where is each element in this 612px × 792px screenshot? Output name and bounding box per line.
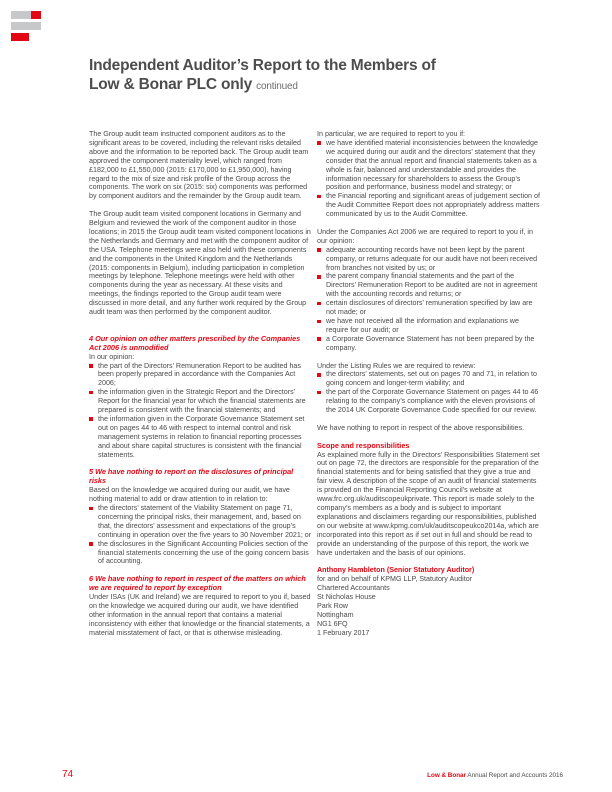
- section-5-heading: 5 We have nothing to report on the disclosures of principal risks: [89, 467, 294, 486]
- list-item: the directors’ statement of the Viability Statement on page 71, concerning the principal risks, their management, and, based on that, the directors’ assessment and expectations of the group’s continuing in operation over the five years to 30 November 2021; or: [89, 504, 312, 540]
- paragraph-report-if: In particular, we are required to report to you if:: [317, 130, 466, 138]
- section-6-heading: 6 We have nothing to report in respect of the matters on which we are required to report by exception: [89, 574, 306, 593]
- list-report-if: [317, 139, 540, 219]
- company-logo: [11, 11, 41, 41]
- list-item: the Financial reporting and significant areas of judgement section of the Audit Committee Report does not appropriately address matters communicated by us to the Audit Committee.: [317, 192, 540, 219]
- footer-brand: Low & Bonar: [427, 772, 467, 779]
- paragraph-listing-rules: Under the Listing Rules we are required to review:: [317, 361, 476, 370]
- title-line-2: [89, 75, 509, 96]
- list-item: we have not received all the information and explanations we require for our audit; or: [317, 317, 540, 335]
- list-item: the disclosures in the Significant Accounting Policies section of the financial statements concerning the use of the going concern basis of accounting.: [89, 540, 312, 567]
- list-listing-rules: [317, 370, 540, 415]
- section-4-list: [89, 362, 312, 460]
- list-item: adequate accounting records have not been kept by the parent company, or returns adequate for our audit have not been received from branches not visited by us; or: [317, 246, 540, 273]
- list-item: certain disclosures of directors’ remuneration specified by law are not made; or: [317, 299, 540, 317]
- signatory-name: Anthony Hambleton (Senior Statutory Auditor): [317, 566, 475, 575]
- address-line: Nottingham: [317, 610, 354, 619]
- address-line: Park Row: [317, 601, 348, 610]
- list-item: a Corporate Governance Statement has not been prepared by the company.: [317, 335, 540, 353]
- list-companies-act: [317, 246, 540, 353]
- list-item: the part of the Directors’ Remuneration Report to be audited has been properly prepared in accordance with the Companies Act 2006;: [89, 362, 312, 389]
- address-line: NG1 6FQ: [317, 619, 348, 628]
- page-title: [89, 56, 509, 96]
- left-column: [89, 130, 312, 646]
- signatory-address: [317, 575, 540, 637]
- paragraph-component-auditors: The Group audit team instructed component auditors as to the significant areas to be covered, including the relevant risks detailed above and the information to be reported back. The Group audit team approved the component materiality level, which ranged from £182,000 to £1,550,000 (2015: £170,000 to £1,950,000), having regard to the mix of size and risk profile of the Group across the components. The work on six (2015: six) components was performed by component auditors and the remainder by the Group audit team.: [89, 130, 309, 201]
- list-item: the information given in the Strategic Report and the Directors’ Report for the financial year for which the financial statements are prepared is consistent with the financial statements; and: [89, 388, 312, 415]
- list-item: the part of the Corporate Governance Statement on pages 44 to 46 relating to the company’s compliance with the eleven provisions of the 2014 UK Corporate Governance Code specified for our review.: [317, 388, 540, 415]
- section-4-heading: 4 Our opinion on other matters prescribed by the Companies Act 2006 is unmodified: [89, 333, 301, 352]
- list-item: the parent company financial statements and the part of the Directors’ Remuneration Report to be audited are not in agreement with the accounting records and returns; or: [317, 272, 540, 299]
- section-6-body: Under ISAs (UK and Ireland) we are required to report to you if, based on the knowledge we acquired during our audit, we have identified other information in the annual report that contains a material inconsistency with either that knowledge or the financial statements, a material misstatement of fact, or that is otherwise misleading.: [89, 593, 311, 637]
- list-item: the directors’ statements, set out on pages 70 and 71, in relation to going concern and longer-term viability; and: [317, 370, 540, 388]
- section-4-intro: In our opinion:: [89, 352, 135, 361]
- footer: [427, 772, 563, 779]
- right-column: [317, 130, 540, 638]
- section-5-list: [89, 504, 312, 566]
- paragraph-companies-act: Under the Companies Act 2006 we are required to report to you if, in our opinion:: [317, 227, 533, 245]
- title-continued: continued: [256, 81, 298, 92]
- paragraph-visits: The Group audit team visited component locations in Germany and Belgium and reviewed the work of the component auditor in those locations; in 2015 the Group audit team visited component locations in the Netherlands and Germany and met with the component auditor of the USA. Telephone meetings were also held with these components and the components in the United Kingdom and the Netherlands (2015: components in Belgium), including participation in completion meetings by telephone. Telephone meetings were held with other components during the year as necessary. At these visits and meetings, the findings reported to the Group audit team were discussed in more detail, and any further work required by the Group audit team was then performed by the component auditor.: [89, 210, 311, 317]
- list-item: we have identified material inconsistencies between the knowledge we acquired during our audit and the directors’ statement that they consider that the annual report and financial statements taken as a whole is fair, balanced and understandable and provides the information necessary for shareholders to assess the Group’s position and performance, business model and strategy; or: [317, 139, 540, 192]
- title-company: Low & Bonar PLC only: [89, 76, 253, 93]
- footer-doc: Annual Report and Accounts 2016: [467, 772, 563, 779]
- scope-heading: Scope and responsibilities: [317, 440, 410, 450]
- page-number: 74: [62, 769, 74, 780]
- address-line: St Nicholas House: [317, 593, 376, 602]
- address-line: for and on behalf of KPMG LLP, Statutory Auditor: [317, 575, 473, 584]
- scope-body: As explained more fully in the Directors’ Responsibilities Statement set out on page 72, the directors are responsible for the preparation of the financial statements and for being satisfied that they give a true and fair view. A description of the scope of an audit of financial statements is provided on the Financial Reporting Council’s website at www.frc.org.uk/auditscopeukprivate. This report is made solely to the company’s members as a body and is subject to important explanations and disclaimers regarding our responsibilities, published on our website at www.kpmg.com/uk/auditscopeukco2014a, which are incorporated into this report as if set out in full and should be read to provide an understanding of the purpose of this report, the work we have undertaken and the basis of our opinions.: [317, 450, 540, 557]
- address-line: Chartered Accountants: [317, 584, 390, 593]
- title-line-1: Independent Auditor’s Report to the Members of: [89, 57, 436, 74]
- paragraph-nothing-to-report: We have nothing to report in respect of the above responsibilities.: [317, 423, 525, 432]
- report-date: 1 February 2017: [317, 628, 370, 637]
- list-item: the information given in the Corporate Governance Statement set out on pages 44 to 46 with respect to internal control and risk management systems in relation to financial reporting processes and about share capital structures is consistent with the financial statements.: [89, 415, 312, 460]
- section-5-intro: Based on the knowledge we acquired during our audit, we have nothing material to add or draw attention to in relation to:: [89, 486, 290, 504]
